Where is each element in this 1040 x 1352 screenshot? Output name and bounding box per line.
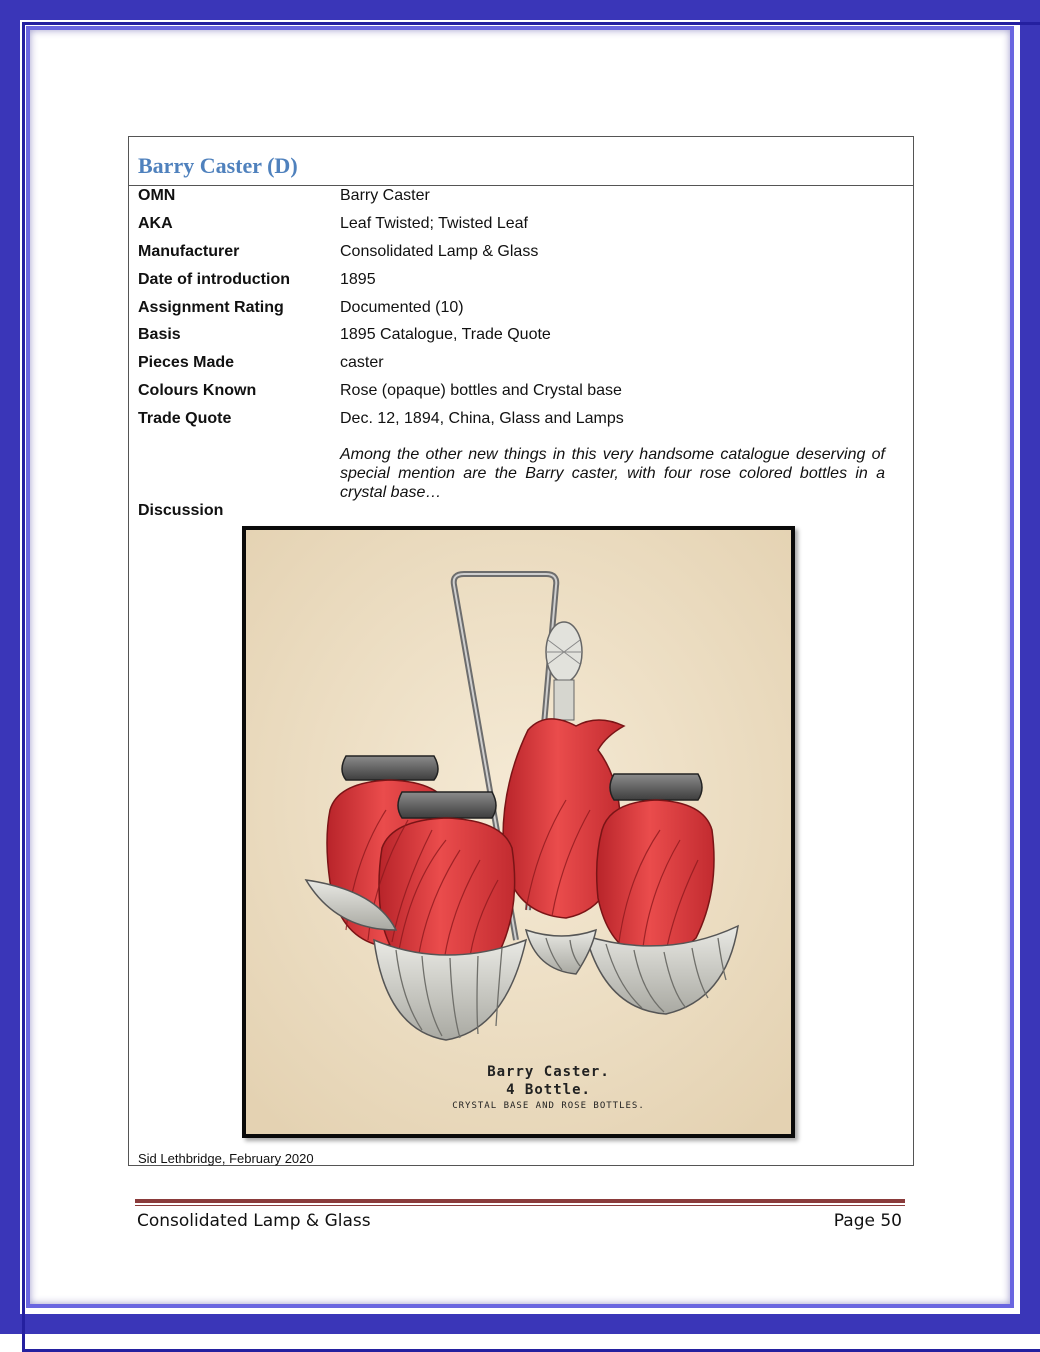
caster-drawing xyxy=(246,530,791,1134)
footer-publication-title: Consolidated Lamp & Glass xyxy=(137,1211,371,1231)
field-value: Dec. 12, 1894, China, Glass and Lamps xyxy=(340,410,624,427)
field-value: Consolidated Lamp & Glass xyxy=(340,243,539,260)
illustration-caption-title: Barry Caster. xyxy=(487,1064,610,1080)
field-label: OMN xyxy=(138,187,176,204)
field-value: 1895 Catalogue, Trade Quote xyxy=(340,326,551,343)
illustration-caption-detail: CRYSTAL BASE AND ROSE BOTTLES. xyxy=(452,1101,645,1111)
field-value: Leaf Twisted; Twisted Leaf xyxy=(340,215,528,232)
field-value: Rose (opaque) bottles and Crystal base xyxy=(340,382,622,399)
field-value: 1895 xyxy=(340,271,376,288)
author-credit: Sid Lethbridge, February 2020 xyxy=(138,1151,314,1166)
entry-box xyxy=(128,136,914,1166)
field-label: Assignment Rating xyxy=(138,299,284,316)
field-value: caster xyxy=(340,354,384,371)
field-label: Colours Known xyxy=(138,382,257,399)
field-label: Manufacturer xyxy=(138,243,240,260)
footer-page-number: Page 50 xyxy=(833,1211,902,1231)
field-label: AKA xyxy=(138,215,173,232)
entry-title: Barry Caster (D) xyxy=(138,153,298,178)
catalogue-illustration xyxy=(242,526,795,1138)
illustration-caption-subtitle: 4 Bottle. xyxy=(506,1082,591,1098)
trade-quote-text: Among the other new things in this very handsome catalogue deserving of special mention are the Barry caster, with four rose colored bottles in a crystal base… xyxy=(340,446,885,501)
field-value: Barry Caster xyxy=(340,187,430,204)
field-label: Date of introduction xyxy=(138,271,290,288)
footer-divider xyxy=(135,1199,905,1203)
title-divider xyxy=(129,185,913,186)
field-label: Trade Quote xyxy=(138,410,232,427)
discussion-label: Discussion xyxy=(138,502,224,519)
field-label: Basis xyxy=(138,326,181,343)
field-value: Documented (10) xyxy=(340,299,464,316)
field-label: Pieces Made xyxy=(138,354,235,371)
footer-divider-thin xyxy=(135,1205,905,1206)
